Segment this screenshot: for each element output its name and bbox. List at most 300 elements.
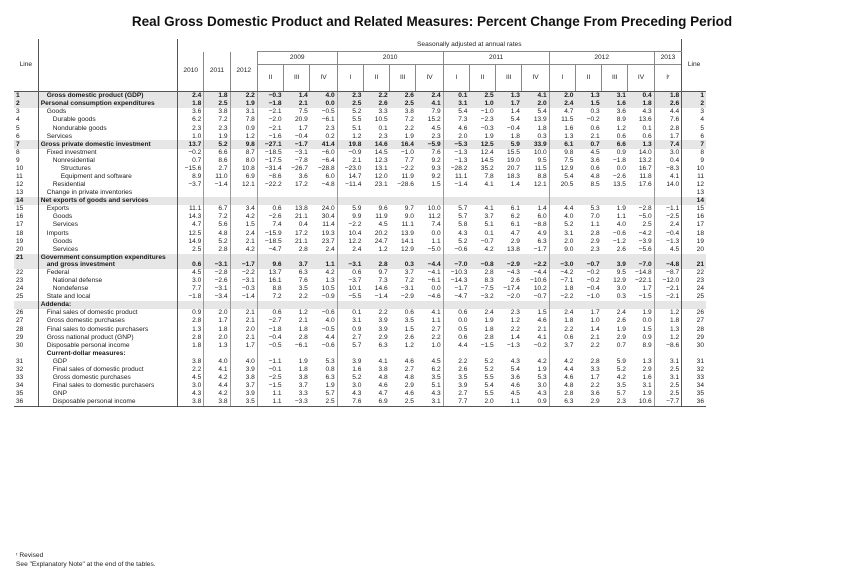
data-cell: 2.8 (363, 254, 389, 269)
row-label: Structures (38, 165, 177, 173)
data-cell: 10.5 (310, 285, 337, 293)
data-cell: −0.6 (612, 229, 626, 237)
data-cell: −0.5 (268, 341, 282, 349)
table-row (14, 285, 706, 293)
data-cell: 4.6 (404, 390, 414, 398)
data-cell: 3.8 (178, 398, 204, 407)
data-cell: −2.5 (268, 374, 282, 381)
data-cell: 4.6 (378, 382, 388, 390)
data-cell: −1.5 (268, 382, 282, 390)
data-cell: 0.1 (484, 229, 494, 237)
quarter-header: I (549, 65, 575, 92)
row-label: Final sales to domestic purchasers (38, 382, 177, 390)
data-cell (575, 197, 601, 205)
data-cell: 3.9 (602, 254, 628, 269)
data-cell: 0.2 (310, 132, 337, 140)
row-label: Disposable personal income (38, 341, 177, 349)
row-label: Services (38, 221, 177, 229)
data-cell: 1.1 (590, 221, 600, 229)
data-cell: 3.4 (230, 205, 257, 213)
line-header-right: Line (682, 39, 706, 92)
data-cell: −3.1 (400, 285, 414, 293)
data-cell: 7.5 (564, 156, 574, 164)
data-cell: −3.1 (337, 254, 363, 269)
data-cell (628, 301, 654, 309)
data-cell (310, 197, 337, 205)
data-cell (602, 189, 628, 197)
row-label: Final sales of domestic product (38, 309, 177, 317)
data-cell: 9.2 (416, 173, 443, 181)
data-cell: 2.5 (390, 100, 416, 108)
data-cell: 2.2 (230, 92, 257, 101)
data-cell: −18.5 (264, 237, 282, 245)
data-cell: −15.6 (178, 165, 204, 173)
line-number-right: 13 (682, 189, 706, 197)
data-cell: 1.8 (204, 92, 230, 101)
quarter-header: I (337, 65, 363, 92)
data-cell: 14.0 (666, 181, 680, 189)
data-cell: −5.6 (628, 245, 654, 253)
data-cell: 3.3 (590, 365, 600, 373)
row-label: Addenda: (38, 301, 177, 309)
data-cell: 18.3 (507, 173, 520, 181)
data-cell: 4.2 (204, 390, 230, 398)
data-cell: −1.0 (400, 148, 414, 156)
data-cell: 2.4 (230, 229, 257, 237)
data-cell: 3.3 (298, 390, 308, 398)
data-cell: 10.4 (348, 229, 362, 237)
data-cell: 7.4 (416, 221, 443, 229)
data-cell: 1.6 (602, 100, 628, 108)
data-cell: 2.1 (230, 333, 257, 341)
data-cell: −0.8 (469, 254, 495, 269)
data-cell: −4.2 (628, 229, 654, 237)
data-cell (416, 350, 443, 358)
data-cell: 3.9 (230, 390, 257, 398)
table-row (14, 333, 706, 341)
data-cell: 2.4 (416, 92, 443, 101)
data-cell: −1.8 (257, 100, 283, 108)
data-cell: 2.6 (616, 317, 626, 325)
data-cell: −0.1 (268, 365, 282, 373)
data-cell: 7.6 (337, 398, 363, 407)
data-cell: 7.6 (669, 116, 680, 124)
quarter-header: I (443, 65, 469, 92)
data-cell (204, 197, 230, 205)
line-number: 9 (14, 157, 38, 165)
table-row (14, 213, 706, 221)
data-cell: 13.1 (374, 164, 388, 172)
data-cell: −2.2 (560, 293, 574, 301)
data-cell: 0.9 (352, 325, 362, 333)
data-cell: 1.1 (272, 390, 282, 398)
table-row (14, 221, 706, 229)
table-row (14, 197, 706, 205)
data-cell: −1.7 (454, 285, 468, 293)
data-cell: 2.3 (602, 398, 628, 407)
data-cell: −6.1 (310, 116, 337, 124)
data-cell: 11.9 (401, 173, 414, 181)
row-label: Current-dollar measures: (38, 350, 177, 358)
line-number: 28 (14, 325, 38, 333)
data-cell (337, 189, 363, 197)
data-cell: 3.7 (404, 268, 414, 276)
data-cell: 19.3 (310, 229, 337, 237)
data-cell: 1.6 (564, 124, 574, 132)
data-cell: 4.3 (352, 390, 362, 398)
data-cell: 0.0 (616, 164, 626, 172)
data-cell: 2.2 (416, 333, 443, 341)
data-cell: 2.3 (378, 132, 388, 140)
data-cell (390, 197, 416, 205)
data-cell: 4.0 (310, 317, 337, 325)
data-cell: 1.5 (404, 325, 414, 333)
data-cell: 7.4 (654, 140, 682, 148)
annual-year-header: 2010 (178, 52, 204, 92)
data-cell: 5.8 (458, 221, 468, 229)
data-cell: −1.1 (666, 205, 680, 213)
data-cell (363, 189, 389, 197)
data-cell: 10.0 (416, 205, 443, 213)
line-header: Line (14, 39, 38, 92)
row-label: Final sales to domestic purchasers (38, 325, 177, 333)
table-row (14, 205, 706, 213)
data-cell: 2.3 (510, 309, 520, 317)
data-cell: 1.1 (416, 237, 443, 245)
data-cell: 5.4 (484, 382, 494, 390)
data-cell: −0.2 (522, 341, 549, 349)
data-cell: −3.7 (348, 277, 362, 285)
data-cell: 2.5 (204, 100, 230, 108)
data-cell: 13.9 (401, 229, 414, 237)
data-cell: 2.5 (337, 100, 363, 108)
data-cell: 5.3 (310, 358, 337, 366)
data-cell: 2.4 (549, 100, 575, 108)
data-cell: 3.1 (669, 357, 680, 365)
line-number-right: 36 (682, 398, 706, 407)
table-row (14, 124, 706, 132)
data-cell: 2.7 (458, 390, 468, 398)
data-cell: −2.2 (522, 254, 549, 269)
data-cell: 2.9 (510, 237, 520, 245)
data-cell (284, 350, 310, 358)
data-cell: 3.9 (230, 366, 257, 374)
data-cell: 4.2 (616, 374, 626, 381)
data-cell (654, 189, 682, 197)
data-cell (443, 197, 469, 205)
data-cell: 6.6 (204, 149, 230, 157)
data-cell: 2.8 (669, 124, 680, 132)
data-cell: 0.0 (458, 317, 468, 325)
table-row (14, 341, 706, 349)
data-cell: 4.6 (458, 124, 468, 132)
row-label: Goods (38, 108, 177, 116)
data-cell: 4.2 (230, 245, 257, 253)
data-cell: 4.4 (564, 365, 574, 373)
quarter-year-header: 2012 (549, 52, 654, 65)
data-cell: −12.0 (662, 277, 680, 285)
data-cell: 15.2 (416, 116, 443, 124)
data-cell: 2.4 (310, 245, 337, 253)
data-cell: −28.2 (450, 164, 468, 172)
line-number: 5 (14, 124, 38, 132)
annual-year-header: 2012 (230, 52, 257, 92)
data-cell: 12.9 (613, 277, 626, 285)
data-cell: −5.3 (443, 140, 469, 148)
row-label: State and local (38, 293, 177, 301)
data-cell: 4.3 (522, 390, 549, 398)
data-cell: −0.4 (666, 229, 680, 237)
data-cell: 13.6 (628, 116, 654, 124)
data-cell: 11.1 (401, 221, 414, 229)
data-cell: −0.7 (522, 293, 549, 301)
table-row (14, 157, 706, 165)
row-label: National defense (38, 277, 177, 285)
data-cell: 0.6 (352, 268, 362, 276)
data-cell (204, 189, 230, 197)
data-cell: 5.4 (510, 116, 520, 124)
data-cell: −4.7 (454, 293, 468, 301)
data-cell (628, 197, 654, 205)
data-cell (549, 189, 575, 197)
data-cell: −0.4 (586, 285, 600, 293)
data-cell: −14.8 (628, 269, 654, 277)
data-cell: −4.2 (560, 268, 574, 276)
line-number-right: 4 (682, 116, 706, 124)
line-number: 29 (14, 333, 38, 341)
data-cell: −10.6 (522, 277, 549, 285)
data-cell: 12.2 (348, 237, 362, 245)
data-cell (549, 301, 575, 309)
quarter-header: II (257, 65, 283, 92)
line-number-right: 6 (682, 132, 706, 140)
data-cell (310, 350, 337, 358)
line-number-right: 24 (682, 285, 706, 293)
line-number-right: 17 (682, 221, 706, 229)
data-cell: 2.6 (654, 100, 682, 108)
data-cell: 20.5 (560, 181, 574, 189)
table-row (14, 382, 706, 390)
table-row (14, 390, 706, 398)
data-cell: 1.5 (628, 325, 654, 333)
data-cell: 3.0 (178, 382, 204, 390)
data-cell: −1.4 (204, 181, 230, 189)
quarter-header: II (575, 65, 601, 92)
line-number: 6 (14, 132, 38, 140)
data-cell: 1.0 (590, 317, 600, 325)
data-cell: 0.9 (522, 398, 549, 407)
data-cell: 1.7 (496, 100, 522, 108)
line-number: 16 (14, 213, 38, 221)
data-cell (363, 350, 389, 358)
data-cell (230, 350, 257, 358)
data-cell: 23.7 (310, 237, 337, 245)
data-cell: 4.0 (204, 358, 230, 366)
data-cell (416, 301, 443, 309)
data-cell: 4.5 (378, 221, 388, 229)
data-cell: 1.9 (298, 357, 308, 365)
data-cell: 1.2 (616, 124, 626, 132)
data-cell: 0.6 (404, 309, 414, 317)
data-cell: 5.2 (484, 365, 494, 373)
data-cell: 1.1 (496, 398, 522, 407)
data-cell: 3.6 (298, 173, 308, 181)
line-number-right: 25 (682, 293, 706, 301)
data-cell: 1.2 (510, 317, 520, 325)
data-cell: 7.4 (272, 221, 282, 229)
data-cell: 5.1 (484, 221, 494, 229)
data-cell: 3.8 (298, 374, 308, 381)
data-cell: 4.9 (522, 229, 549, 237)
data-cell: 3.5 (416, 374, 443, 382)
line-number-right: 34 (682, 382, 706, 390)
data-cell: −27.1 (257, 140, 283, 148)
data-cell: 5.2 (484, 357, 494, 365)
data-cell: 2.2 (404, 124, 414, 132)
data-cell: 0.7 (575, 140, 601, 148)
data-cell: 4.1 (669, 173, 680, 181)
data-cell: 4.8 (404, 374, 414, 381)
line-number-right: 1 (682, 92, 706, 101)
line-number-right: 8 (682, 149, 706, 157)
line-number-right: 19 (682, 237, 706, 245)
data-cell: 1.8 (628, 100, 654, 108)
data-cell (416, 189, 443, 197)
data-cell: −4.4 (522, 269, 549, 277)
data-cell: 4.3 (628, 108, 654, 116)
data-cell: 4.2 (204, 374, 230, 382)
data-cell: 4.5 (590, 148, 600, 156)
data-cell: 1.7 (669, 132, 680, 140)
data-cell: 5.9 (352, 205, 362, 213)
data-cell (178, 350, 204, 358)
data-cell: 2.8 (178, 333, 204, 341)
data-cell: 0.6 (564, 333, 574, 341)
data-cell: 5.2 (616, 365, 626, 373)
data-cell (602, 350, 628, 358)
data-cell: 20.2 (374, 229, 388, 237)
quarter-year-header: 2009 (257, 52, 337, 65)
data-cell: −0.3 (257, 92, 283, 101)
data-cell: −2.7 (268, 317, 282, 325)
data-cell: −0.6 (310, 309, 337, 317)
data-cell: 1.6 (628, 374, 654, 382)
data-cell: 1.7 (628, 285, 654, 293)
data-cell: 5.7 (310, 390, 337, 398)
data-cell: 0.6 (272, 205, 282, 213)
data-cell: 1.8 (510, 132, 520, 140)
data-cell: 24.7 (374, 237, 388, 245)
data-cell: 4.8 (378, 374, 388, 381)
data-cell: 2.6 (616, 245, 626, 253)
data-cell: 1.0 (469, 100, 495, 108)
data-cell: 13.7 (178, 140, 204, 148)
data-cell: 12.9 (560, 164, 574, 172)
data-cell: 15.5 (507, 148, 520, 156)
data-cell: 1.9 (616, 205, 626, 213)
data-cell (522, 350, 549, 358)
data-cell: 5.4 (458, 108, 468, 116)
data-cell (284, 301, 310, 309)
data-cell: −0.7 (480, 237, 494, 245)
data-cell: −3.2 (480, 293, 494, 301)
quarter-year-header: 2010 (337, 52, 443, 65)
data-cell: −2.0 (506, 293, 520, 301)
data-cell: 2.7 (352, 333, 362, 341)
quarter-header: III (284, 65, 310, 92)
data-cell: −3.4 (204, 293, 230, 301)
line-number: 8 (14, 149, 38, 157)
data-cell: 1.2 (404, 341, 414, 349)
data-cell: 2.3 (204, 124, 230, 132)
data-cell: 5.2 (204, 237, 230, 245)
table-row (14, 366, 706, 374)
data-cell: −0.4 (294, 132, 308, 140)
line-number-right: 31 (682, 358, 706, 366)
table-row (14, 301, 706, 309)
data-cell (575, 301, 601, 309)
data-cell: 1.3 (204, 341, 230, 349)
data-cell: −4.3 (506, 268, 520, 276)
data-cell: 12.0 (374, 173, 388, 181)
data-cell: 10.2 (522, 285, 549, 293)
data-cell: −8.3 (666, 164, 680, 172)
line-number-right: 10 (682, 165, 706, 173)
quarter-header: IV (416, 65, 443, 92)
data-cell: 7.2 (404, 277, 414, 285)
data-cell: 3.3 (378, 108, 388, 116)
data-cell: 13.7 (268, 268, 282, 276)
data-cell (230, 189, 257, 197)
data-cell: −4.6 (416, 293, 443, 301)
data-cell: 3.1 (628, 382, 654, 390)
row-label: GNP (38, 390, 177, 398)
data-cell (337, 301, 363, 309)
data-cell: 11.9 (375, 213, 388, 221)
data-cell: 5.7 (616, 390, 626, 398)
data-cell: 1.7 (590, 309, 600, 317)
data-cell: −2.2 (400, 164, 414, 172)
data-cell: 1.8 (564, 317, 574, 325)
header-row-seasonal (14, 39, 706, 52)
data-cell: 0.7 (616, 341, 626, 349)
data-cell: 6.1 (510, 205, 520, 213)
data-cell: 3.8 (378, 365, 388, 373)
table-row (14, 149, 706, 157)
data-cell (178, 189, 204, 197)
data-cell: 2.8 (564, 390, 574, 398)
data-cell: 0.1 (378, 124, 388, 132)
data-cell: 8.8 (272, 285, 282, 293)
data-cell: 0.9 (616, 148, 626, 156)
data-cell: 3.0 (669, 148, 680, 156)
data-cell: 16.1 (268, 277, 282, 285)
data-cell: 11.4 (310, 221, 337, 229)
line-number-right: 11 (682, 173, 706, 181)
data-cell: 2.1 (230, 237, 257, 245)
row-label: Final sales of domestic product (38, 366, 177, 374)
line-number: 26 (14, 309, 38, 317)
data-cell: 1.0 (416, 341, 443, 349)
data-cell: −15.9 (264, 229, 282, 237)
data-cell: −1.3 (506, 341, 520, 349)
data-cell: −0.4 (506, 124, 520, 132)
data-cell: 6.1 (510, 221, 520, 229)
data-cell: 41.4 (310, 140, 337, 148)
label-header (38, 39, 177, 92)
data-cell (416, 197, 443, 205)
data-cell: 6.0 (310, 173, 337, 181)
